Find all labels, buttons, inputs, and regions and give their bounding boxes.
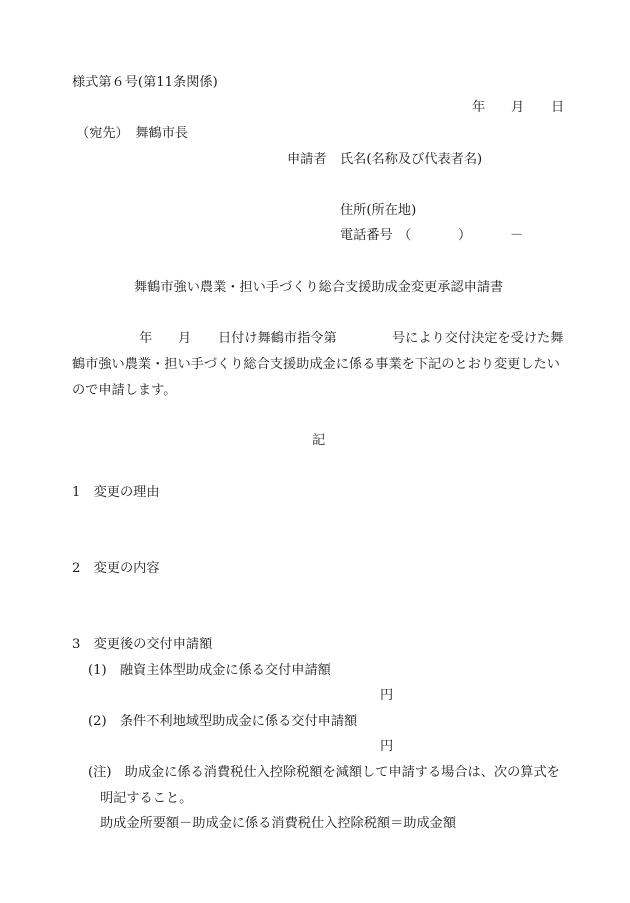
document-title: 舞鶴市強い農業・担い手づくり総合支援助成金変更承認申請書 <box>134 280 504 295</box>
subitem-1-yen: 円 <box>380 688 394 703</box>
applicant-role: 申請者 <box>287 152 327 167</box>
note-line-2: 明記すること。 <box>100 791 193 806</box>
date-day: 日 <box>551 100 565 115</box>
applicant-address-label: 住所(所在地) <box>340 203 417 218</box>
section-3: 3 変更後の交付申請額 <box>72 637 213 652</box>
subitem-2: (2) 条件不利地域型助成金に係る交付申請額 <box>88 714 358 729</box>
form-number: 様式第６号(第11条関係) <box>72 75 218 90</box>
phone-paren-close: ） <box>458 228 472 243</box>
note-line-1: (注) 助成金に係る消費税仕入控除税額を減額して申請する場合は、次の算式を <box>88 765 560 780</box>
phone-dash: － <box>510 228 524 243</box>
body-line-3: ので申請します。 <box>72 383 177 398</box>
section-2: 2 変更の内容 <box>72 561 160 576</box>
ki-heading: 記 <box>312 433 326 448</box>
section-1: 1 変更の理由 <box>72 485 160 500</box>
note-formula: 助成金所要額－助成金に係る消費税仕入控除税額＝助成金額 <box>100 816 457 831</box>
applicant-phone-label: 電話番号 <box>340 228 393 243</box>
phone-paren-open: （ <box>398 228 412 243</box>
date-month: 月 <box>511 100 525 115</box>
subitem-2-yen: 円 <box>380 739 394 754</box>
body-date-ref: 日付け舞鶴市指令第 <box>218 331 337 346</box>
body-paragraph <box>72 332 564 410</box>
body-year: 年 <box>139 331 153 346</box>
addressee: （宛先） 舞鶴市長 <box>76 126 189 141</box>
body-line-2: 鶴市強い農業・担い手づくり総合支援助成金に係る事業を下記のとおり変更したい <box>72 357 560 372</box>
body-line1-tail: 号により交付決定を受けた舞 <box>392 331 564 346</box>
date-year: 年 <box>472 100 486 115</box>
body-line-1 <box>72 332 564 358</box>
applicant-name-label: 氏名(名称及び代表者名) <box>340 152 483 167</box>
body-month: 月 <box>178 331 192 346</box>
subitem-1: (1) 融資主体型助成金に係る交付申請額 <box>88 663 331 678</box>
